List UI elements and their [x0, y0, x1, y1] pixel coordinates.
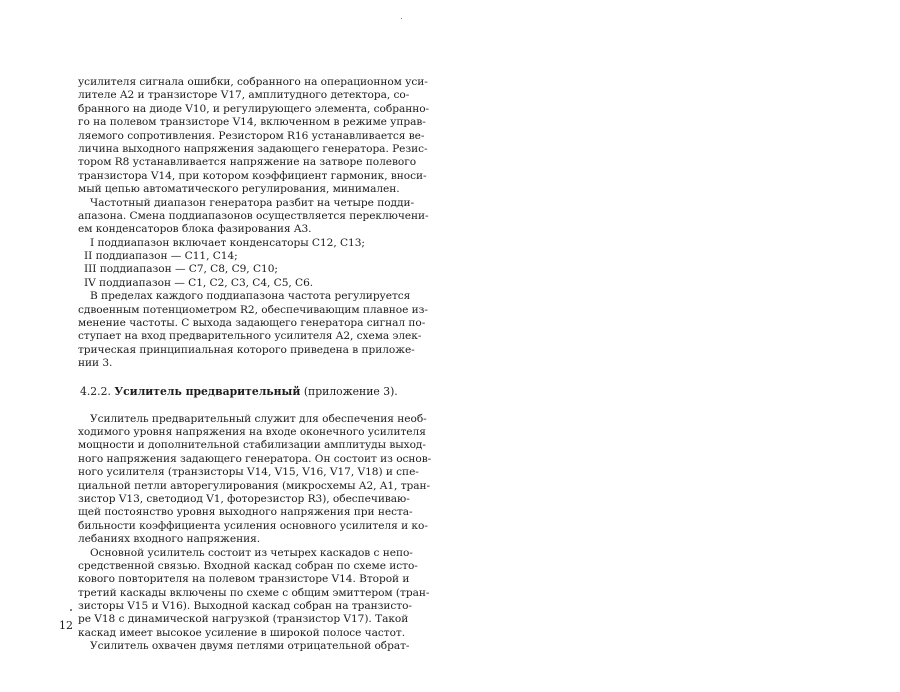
text-line: бранного на диоде V10, и регулирующего элемента, собранно- [78, 102, 430, 115]
paragraph-3 [78, 290, 428, 370]
paragraph-5 [78, 546, 430, 641]
list-item: II поддиапазон — C11, C14; [84, 250, 238, 263]
paragraph-2 [78, 196, 429, 237]
text-line: ляемого сопротивления. Резистором R16 устанавливается ве- [78, 129, 425, 142]
text-line: В пределах каждого поддиапазона частота регулируется [90, 290, 411, 303]
text-line: Усилитель предварительный служит для обеспечения необ- [90, 412, 427, 425]
text-line: сдвоенным потенциометром R2, обеспечивающим плавное из- [78, 303, 428, 316]
section-title: Усилитель предварительный [114, 384, 301, 398]
text-line: ступает на вход предварительного усилителя A2, схема элек- [78, 330, 422, 343]
text-line: Основной усилитель состоит из четырех каскадов с непо- [90, 546, 413, 559]
text-line: зистор V13, светодиод V1, фоторезистор R3), обеспечиваю- [78, 492, 410, 505]
text-line: апазона. Смена поддиапазонов осуществляется переключени- [78, 209, 429, 222]
text-line: кового повторителя на полевом транзисторе V14. Второй и [78, 573, 410, 586]
text-line: лебаниях входного напряжения. [78, 533, 261, 546]
text-line: ре V18 с динамической нагрузкой (транзистор V17). Такой [78, 613, 409, 626]
text-line: ного напряжения задающего генератора. Он состоит из основ- [78, 452, 432, 465]
list-item: I поддиапазон включает конденсаторы C12, C13; [90, 236, 365, 249]
text-line: лителе A2 и транзисторе V17, амплитудного детектора, со- [78, 89, 410, 102]
text-line: тором R8 устанавливается напряжение на затворе полевого [78, 156, 417, 169]
text-line: усилителя сигнала ошибки, собранного на операционном уси- [78, 76, 428, 88]
list-item: IV поддиапазон — C1, C2, C3, C4, C5, C6. [84, 276, 314, 289]
scan-speck [70, 609, 72, 611]
text-line: ем конденсаторов блока фазирования A3. [78, 223, 312, 236]
text-line: каскад имеет высокое усиление в широкой полосе частот. [78, 626, 406, 639]
text-line: зисторы V15 и V16). Выходной каскад собран на транзисто- [78, 600, 412, 613]
text-line: средственной связью. Входной каскад собран по схеме исто- [78, 559, 418, 572]
text-line: щей постоянство уровня выходного напряжения при неста- [78, 506, 413, 519]
section-suffix: (приложение 3). [303, 384, 398, 398]
text-line: транзистора V14, при котором коэффициент гармоник, вноси- [78, 169, 427, 182]
text-column [78, 76, 432, 654]
text-line: менение частоты. С выхода задающего генератора сигнал по- [78, 317, 426, 330]
text-line: ного усилителя (транзисторы V14, V15, V16, V17, V18) и спе- [78, 466, 419, 479]
text-line: мощности и дополнительной стабилизации амплитуды выход- [78, 439, 426, 452]
subrange-list [78, 237, 413, 291]
text-line: Частотный диапазон генератора разбит на четыре подди- [90, 196, 415, 209]
list-item: III поддиапазон — C7, C8, C9, C10; [84, 263, 278, 276]
text-line: ходимого уровня напряжения на входе оконечного усилителя [78, 425, 426, 438]
scan-speck [401, 18, 402, 19]
text-line: Усилитель охвачен двумя петлями отрицательной обрат- [90, 640, 410, 653]
text-line: нии 3. [78, 357, 113, 370]
text-line: мый цепью автоматического регулирования, минимален. [78, 183, 400, 196]
text-line: бильности коэффициента усиления основного усилителя и ко- [78, 519, 428, 532]
page-number: 12 [59, 619, 73, 632]
text-line: третий каскады включены по схеме с общим эмиттером (тран- [78, 586, 430, 599]
paragraph-1 [78, 76, 430, 197]
paragraph-6 [78, 640, 413, 653]
section-heading [78, 385, 413, 399]
text-line: го на полевом транзисторе V14, включенном в режиме управ- [78, 116, 426, 129]
text-line: трическая принципиальная которого приведена в приложе- [78, 343, 415, 356]
section-number: 4.2.2. [80, 384, 111, 398]
text-line: циальной петли авторегулирования (микросхемы A2, A1, тран- [78, 479, 431, 492]
text-line: личина выходного напряжения задающего генератора. Резис- [78, 142, 428, 155]
paragraph-4 [78, 412, 432, 547]
